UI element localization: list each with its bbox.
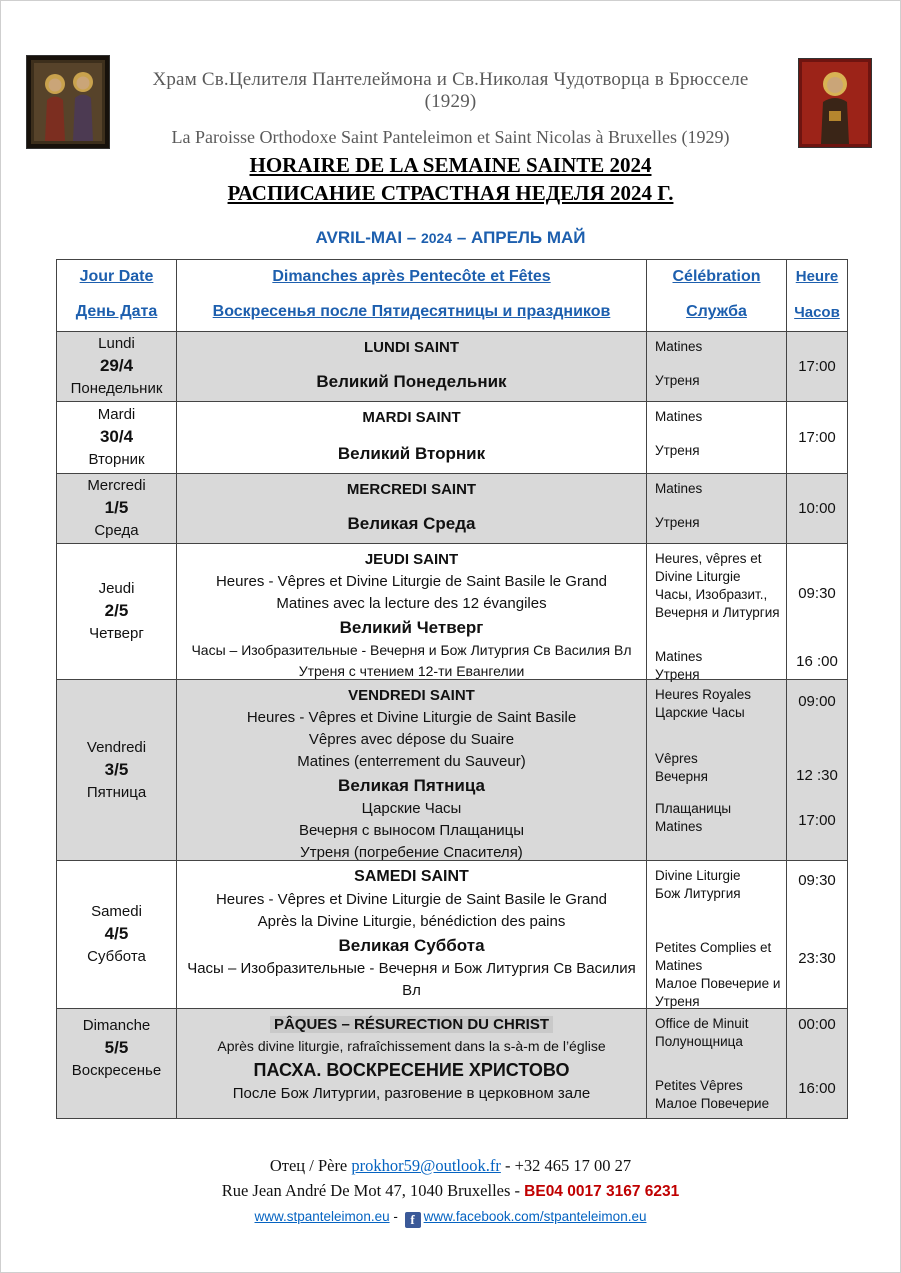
day-cell: [57, 861, 177, 1009]
facebook-link[interactable]: www.facebook.com/stpanteleimon.eu: [423, 1209, 647, 1224]
header-jour-date-fr: Jour Date: [79, 268, 154, 285]
title-fr: HORAIRE DE LA SEMAINE SAINTE 2024: [249, 153, 652, 177]
facebook-icon[interactable]: f: [405, 1212, 421, 1228]
celebration-line: Matines: [655, 819, 703, 834]
day-name-fr: Vendredi: [86, 738, 147, 756]
celebration-line: Утреня: [655, 667, 700, 682]
content-cell: [177, 332, 647, 402]
church-header: [1, 53, 900, 153]
address-line: [1, 1181, 900, 1201]
service-line: Часы – Изобразительные - Вечерня и Бож Литургия Св Василия Вл: [187, 960, 636, 999]
contact-prefix: Отец / Père: [269, 1156, 352, 1175]
orthodox-icon-left: [26, 55, 110, 149]
website-link[interactable]: www.stpanteleimon.eu: [254, 1209, 390, 1224]
iban-number: BE04 0017 3167 6231: [524, 1183, 680, 1200]
celebration-line: Полунощница: [655, 1034, 743, 1049]
time-cell: [787, 861, 848, 1009]
day-date: 29/4: [99, 356, 134, 375]
celebration-line: Царские Часы: [655, 705, 745, 720]
celebration-line: Matines: [655, 481, 703, 496]
document-title: [1, 151, 900, 207]
address-text: Rue Jean André De Mot 47, 1040 Bruxelles -: [221, 1181, 525, 1200]
service-title-ru: Великая Суббота: [338, 936, 485, 955]
service-title-ru: Великий Понедельник: [316, 372, 507, 391]
title-ru: РАСПИСАНИЕ СТРАСТНАЯ НЕДЕЛЯ 2024 Г.: [227, 181, 674, 205]
content-cell: [177, 680, 647, 861]
service-line: Heures - Vêpres et Divine Liturgie de Saint Basile le Grand: [215, 891, 608, 908]
day-name-ru: Среда: [94, 522, 139, 539]
celebration-line: Малое Повечерие: [655, 1096, 770, 1111]
time-cell: [787, 474, 848, 544]
celebration-cell: [647, 544, 787, 680]
celebration-line: Matines: [655, 339, 703, 354]
day-name-ru: Понедельник: [70, 380, 163, 397]
service-line: Après divine liturgie, rafraîchissement dans la s-à-m de l’église: [217, 1038, 606, 1054]
time-value: 12 :30: [796, 767, 838, 784]
time-cell: [787, 1009, 848, 1119]
header-cell-jour-date: [57, 260, 177, 332]
content-cell: [177, 402, 647, 474]
header-cell-heure: [787, 260, 848, 332]
footer: [1, 1156, 900, 1228]
day-cell: [57, 402, 177, 474]
content-cell: [177, 474, 647, 544]
header-fetes-fr: Dimanches après Pentecôte et Fêtes: [272, 268, 551, 285]
service-line: Après la Divine Liturgie, bénédiction des pains: [257, 913, 566, 930]
time-value: 09:30: [798, 585, 836, 602]
two-saints-icon: [27, 56, 109, 148]
table-row-mercredi: [57, 474, 848, 544]
day-date: 5/5: [104, 1038, 129, 1057]
header-cell-fetes: [177, 260, 647, 332]
subtitle-part1: AVRIL-MAI –: [315, 228, 421, 247]
celebration-line: Плащаницы: [655, 801, 732, 816]
service-title-fr: MERCREDI SAINT: [346, 481, 477, 498]
service-line: Heures - Vêpres et Divine Liturgie de Saint Basile: [246, 709, 577, 726]
month-subtitle: [1, 228, 900, 248]
day-date: 30/4: [99, 427, 134, 446]
celebration-line: Heures Royales: [655, 687, 752, 702]
celebration-line: Petites Vêpres: [655, 1078, 743, 1093]
service-title-fr: LUNDI SAINT: [364, 339, 459, 356]
table-row-vendredi: [57, 680, 848, 861]
service-title-ru: ПАСХА. ВОСКРЕСЕНИЕ ХРИСТОВО: [253, 1060, 570, 1080]
day-name-fr: Lundi: [98, 335, 135, 352]
table-row-samedi: [57, 861, 848, 1009]
table-header-row: [57, 260, 848, 332]
day-name-fr: Mercredi: [87, 477, 146, 494]
schedule-table: [56, 259, 848, 1119]
time-value: 16:00: [798, 1080, 836, 1097]
subtitle-year: 2024: [420, 230, 453, 246]
service-title-fr: VENDREDI SAINT: [348, 687, 475, 704]
day-name-fr: Mardi: [97, 406, 136, 423]
day-date: 4/5: [104, 924, 129, 943]
service-title-ru: Великая Пятница: [338, 776, 485, 795]
orthodox-icon-right: [798, 58, 872, 148]
time-cell: [787, 332, 848, 402]
day-date: 1/5: [104, 498, 129, 517]
day-cell: [57, 474, 177, 544]
time-value: 09:00: [798, 693, 836, 710]
day-cell: [57, 544, 177, 680]
day-cell: [57, 680, 177, 861]
church-name-ru: Храм Св.Целителя Пантелеймона и Св.Николая Чудотворца в Брюсселе (1929): [152, 69, 749, 112]
service-line: Heures - Vêpres et Divine Liturgie de Saint Basile le Grand: [215, 573, 608, 590]
church-name-fr: La Paroisse Orthodoxe Saint Panteleimon et Saint Nicolas à Bruxelles (1929): [171, 127, 730, 147]
content-cell: [177, 544, 647, 680]
header-fetes-ru: Воскресенья после Пятидесятницы и праздников: [212, 303, 611, 320]
day-date: 3/5: [104, 759, 129, 779]
contact-line: [1, 1156, 900, 1176]
day-cell: [57, 332, 177, 402]
table-row-lundi: [57, 332, 848, 402]
service-title-ru: Великий Четверг: [339, 618, 484, 637]
time-value: 10:00: [798, 499, 836, 517]
celebration-line: Vêpres: [655, 751, 698, 766]
service-line: Утреня с чтением 12-ти Евангелии: [298, 663, 525, 679]
saint-in-red-icon: [799, 59, 871, 147]
time-cell: [787, 402, 848, 474]
day-name-ru: Вторник: [88, 451, 145, 468]
table-row-mardi: [57, 402, 848, 474]
celebration-line: Бож Литургия: [655, 886, 741, 901]
time-value: 17:00: [798, 357, 836, 375]
service-title-fr: MARDI SAINT: [362, 409, 461, 426]
links-separator: -: [389, 1209, 402, 1224]
celebration-cell: [647, 861, 787, 1009]
day-name-fr: Jeudi: [98, 580, 135, 597]
time-cell: [787, 544, 848, 680]
celebration-line: Вечерня: [655, 769, 708, 784]
email-link[interactable]: prokhor59@outlook.fr: [351, 1156, 501, 1175]
celebration-line: Часы, Изобразит., Вечерня и Литургия: [655, 587, 780, 620]
paques-highlight: PÂQUES – RÉSURECTION DU CHRIST: [270, 1016, 553, 1033]
day-name-ru: Пятница: [86, 783, 147, 801]
service-title-fr: [185, 1013, 638, 1036]
header-celebration-ru: Служба: [686, 303, 747, 320]
celebration-line: Утреня: [655, 515, 700, 530]
service-line: Matines (enterrement du Sauveur): [297, 753, 526, 770]
celebration-line: Малое Повечерие и Утреня: [655, 976, 781, 1009]
day-name-fr: Samedi: [91, 903, 142, 920]
celebration-cell: [647, 474, 787, 544]
church-name-lines: [1, 69, 900, 148]
celebration-line: Petites Complies et Matines: [655, 940, 772, 973]
time-value: 17:00: [798, 428, 836, 446]
time-value: 23:30: [798, 950, 836, 967]
celebration-line: Heures, vêpres et Divine Liturgie: [655, 551, 762, 584]
time-value: 17:00: [798, 812, 836, 829]
header-cell-celebration: [647, 260, 787, 332]
header-heure-ru: Часов: [794, 304, 840, 321]
subtitle-part2: – АПРЕЛЬ МАЙ: [452, 228, 586, 247]
day-name-ru: Суббота: [87, 948, 146, 965]
celebration-cell: [647, 332, 787, 402]
celebration-line: Утреня: [655, 373, 700, 388]
service-line: Утреня (погребение Спасителя): [300, 844, 523, 861]
service-title-ru: Великая Среда: [347, 514, 476, 533]
header-heure-fr: Heure: [795, 268, 839, 285]
service-line: Царские Часы: [361, 800, 462, 817]
celebration-cell: [647, 1009, 787, 1119]
time-cell: [787, 680, 848, 861]
celebration-line: Matines: [655, 409, 703, 424]
time-value: 00:00: [798, 1016, 836, 1033]
celebration-line: Divine Liturgie: [655, 868, 741, 883]
celebration-cell: [647, 402, 787, 474]
content-cell: [177, 1009, 647, 1119]
service-title-fr: SAMEDI SAINT: [354, 868, 469, 885]
table-row-jeudi: [57, 544, 848, 680]
celebration-line: Office de Minuit: [655, 1016, 749, 1031]
service-title-fr: JEUDI SAINT: [364, 551, 459, 568]
day-name-ru: Воскресенье: [71, 1062, 162, 1079]
service-line: Часы – Изобразительные - Вечерня и Бож Литургия Св Василия Вл: [191, 642, 632, 658]
celebration-line: Утреня: [655, 443, 700, 458]
header-jour-date-ru: День Дата: [75, 303, 158, 320]
day-cell: [57, 1009, 177, 1119]
header-celebration-fr: Célébration: [672, 268, 761, 285]
links-line: [1, 1209, 900, 1228]
day-name-fr: Dimanche: [82, 1017, 151, 1034]
content-cell: [177, 861, 647, 1009]
time-value: 16 :00: [796, 653, 838, 670]
celebration-line: Matines: [655, 649, 703, 664]
service-title-ru: Великий Вторник: [337, 444, 486, 463]
time-value: 09:30: [798, 872, 836, 889]
day-date: 2/5: [104, 601, 129, 620]
day-name-ru: Четверг: [89, 625, 144, 642]
table-row-dimanche: [57, 1009, 848, 1119]
service-line: Vêpres avec dépose du Suaire: [308, 731, 515, 748]
celebration-cell: [647, 680, 787, 861]
service-line: Вечерня с выносом Плащаницы: [298, 822, 525, 839]
service-line: Matines avec la lecture des 12 évangiles: [276, 595, 547, 612]
service-line: После Бож Литургии, разговение в церковном зале: [232, 1085, 591, 1102]
contact-phone: - +32 465 17 00 27: [500, 1156, 632, 1175]
